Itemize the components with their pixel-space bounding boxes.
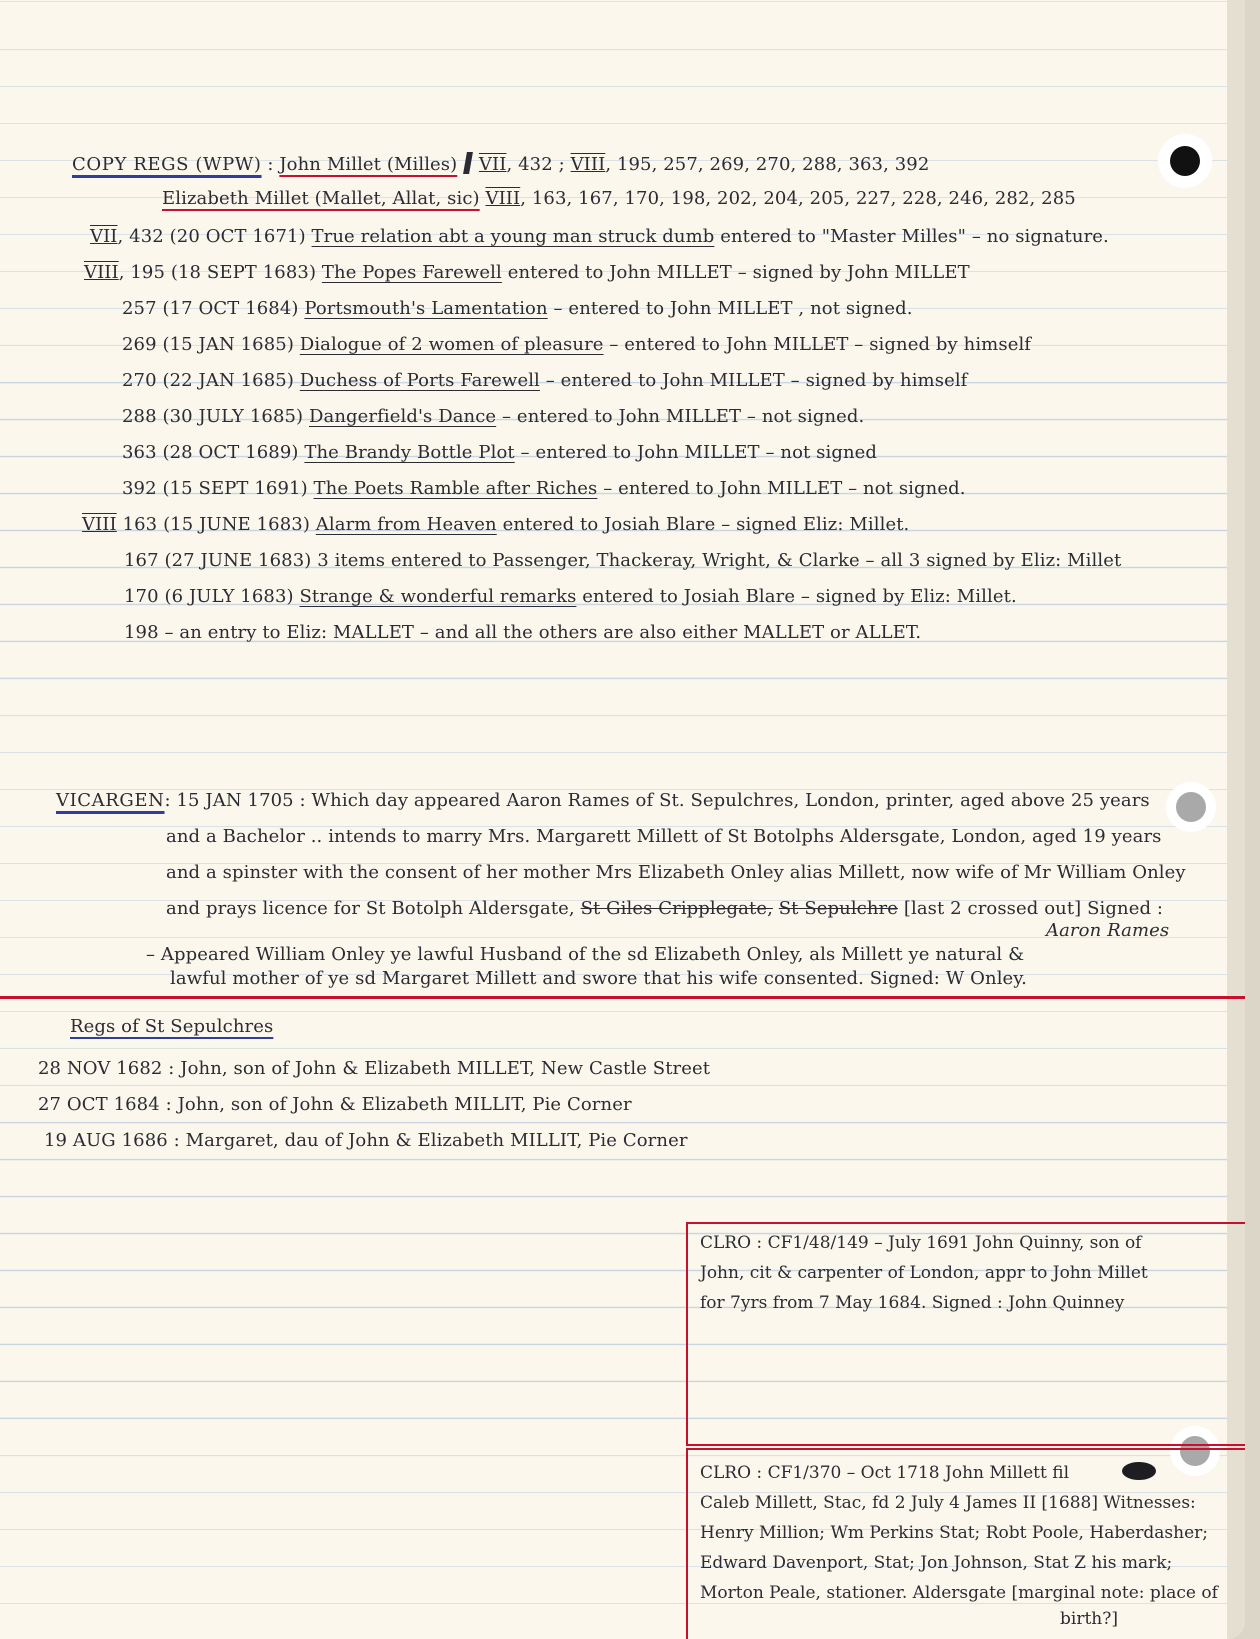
entry-title: The Brandy Bottle Plot	[304, 442, 515, 463]
entry-page: 170	[124, 586, 159, 607]
entry-page: 363	[122, 442, 157, 463]
clro1-line-3: for 7yrs from 7 May 1684. Signed : John Quinney	[700, 1293, 1125, 1313]
clro1-line-1: CLRO : CF1/48/149 – July 1691 John Quinny, son of	[700, 1233, 1142, 1253]
clro2-line-6: birth?]	[1060, 1609, 1118, 1629]
regs-heading	[70, 1016, 273, 1038]
entry-note: – entered to John MILLET , not signed.	[553, 298, 913, 319]
entry-page: 257	[122, 298, 157, 319]
regs-row	[38, 1058, 710, 1080]
entry-row	[122, 370, 967, 392]
john-millet-label: John Millet (Milles)	[279, 154, 458, 175]
vicargen-struck-parish-1: St Giles Cripplegate,	[580, 898, 773, 919]
entry-page: 270	[122, 370, 157, 391]
entry-row	[122, 478, 966, 500]
entry-page: 163	[122, 514, 158, 535]
vicargen-struck-parish-2: St Sepulchre	[778, 898, 899, 919]
entry-page: 167	[124, 550, 159, 571]
entry-page: 392	[122, 478, 157, 499]
clro2-line-2: Caleb Millett, Stac, fd 2 July 4 James II [1688] Witnesses:	[700, 1493, 1196, 1513]
john-refs-vol-viii: VIII	[570, 154, 606, 175]
copy-regs-line-john	[72, 152, 929, 176]
vicargen-line-4	[166, 898, 1163, 920]
clro2-line-3: Henry Million; Wm Perkins Stat; Robt Poole, Haberdasher;	[700, 1523, 1208, 1543]
clro-box-apprenticeship	[686, 1222, 1245, 1446]
regs-date: 19 AUG 1686 :	[44, 1130, 180, 1151]
entry-row	[124, 586, 1017, 608]
vicargen-line-6: lawful mother of ye sd Margaret Millett and swore that his wife consented. Signed: W Onley.	[170, 968, 1027, 989]
entry-date: (28 OCT 1689)	[162, 442, 299, 463]
entry-row	[122, 442, 877, 464]
eliz-refs-vol-viii: VIII	[485, 188, 521, 209]
entry-title: Duchess of Ports Farewell	[299, 370, 540, 391]
vicargen-heading: VICARGEN	[56, 790, 165, 811]
entry-date: (20 OCT 1671)	[169, 226, 306, 247]
entry-date: (17 OCT 1684)	[162, 298, 299, 319]
regs-date: 27 OCT 1684 :	[38, 1094, 172, 1115]
ink-blot	[1122, 1462, 1156, 1480]
entry-volume: VIII	[84, 262, 119, 283]
entry-page: 269	[122, 334, 157, 355]
john-refs-vol-vii: VII	[478, 154, 507, 175]
entry-date: (15 JAN 1685)	[162, 334, 294, 355]
regs-date: 28 NOV 1682 :	[38, 1058, 175, 1079]
entry-row	[84, 262, 970, 284]
clro2-line-4: Edward Davenport, Stat; Jon Johnson, Stat Z his mark;	[700, 1553, 1173, 1573]
regs-heading-text: Regs of St Sepulchres	[70, 1016, 274, 1037]
entry-note: – an entry to Eliz: MALLET – and all the others are also either MALLET or ALLET.	[164, 622, 922, 643]
vicargen-text-4a: and prays licence for St Botolph Aldersgate,	[166, 898, 575, 919]
entry-date: (18 SEPT 1683)	[170, 262, 317, 283]
vicargen-line-3: and a spinster with the consent of her mother Mrs Elizabeth Onley alias Millett, now wife of Mr William Onley	[166, 862, 1186, 883]
entry-note: – entered to John MILLET – not signed.	[502, 406, 865, 427]
vicargen-text-1: Which day appeared Aaron Rames of St. Sepulchres, London, printer, aged above 25 years	[311, 790, 1150, 811]
entry-page: 198	[124, 622, 159, 643]
entry-title: True relation abt a young man struck dumb	[311, 226, 715, 247]
vicargen-line-5: – Appeared William Onley ye lawful Husband of the sd Elizabeth Onley, als Millett ye natural &	[146, 944, 1025, 965]
entry-date: (27 JUNE 1683)	[164, 550, 312, 571]
punch-hole-middle	[1176, 792, 1206, 822]
entry-note: entered to "Master Milles" – no signature.	[720, 226, 1109, 247]
entry-row	[122, 334, 1031, 356]
entry-row	[122, 406, 864, 428]
entry-date: (30 JULY 1685)	[162, 406, 304, 427]
entry-note: – entered to John MILLET – signed by himself	[609, 334, 1032, 355]
entry-row	[82, 514, 909, 536]
regs-text: Margaret, dau of John & Elizabeth MILLIT, Pie Corner	[185, 1130, 688, 1151]
entry-row	[124, 622, 921, 644]
entry-page: , 195	[118, 262, 166, 283]
entry-row	[90, 226, 1109, 248]
entry-note: entered to Josiah Blare – signed by Eliz: Millet.	[582, 586, 1017, 607]
entry-title: The Poets Ramble after Riches	[313, 478, 598, 499]
entry-note: entered to John MILLET – signed by John MILLET	[507, 262, 970, 283]
regs-text: John, son of John & Elizabeth MILLET, New Castle Street	[180, 1058, 711, 1079]
entry-note: – entered to John MILLET – signed by himself	[545, 370, 968, 391]
entry-title: The Popes Farewell	[321, 262, 502, 283]
clro1-line-2: John, cit & carpenter of London, appr to John Millet	[700, 1263, 1148, 1283]
entry-title: Portsmouth's Lamentation	[304, 298, 548, 319]
vicargen-date: : 15 JAN 1705 :	[164, 790, 306, 811]
punch-hole-top	[1170, 146, 1200, 176]
copy-regs-heading: COPY REGS (WPW)	[72, 154, 262, 175]
regs-row	[44, 1130, 688, 1152]
entry-date: (22 JAN 1685)	[162, 370, 294, 391]
ink-bar-mark	[463, 152, 473, 174]
copy-regs-colon: :	[267, 154, 274, 175]
regs-row	[38, 1094, 632, 1116]
copy-regs-line-elizabeth	[162, 188, 1076, 210]
john-refs-viii-pages: , 195, 257, 269, 270, 288, 363, 392	[605, 154, 930, 175]
entry-date: (6 JULY 1683)	[164, 586, 294, 607]
vicargen-line-1	[56, 790, 1150, 812]
entry-row	[124, 550, 1121, 572]
entry-date: (15 SEPT 1691)	[162, 478, 308, 499]
regs-text: John, son of John & Elizabeth MILLIT, Pie Corner	[177, 1094, 632, 1115]
entry-title: Alarm from Heaven	[315, 514, 497, 535]
entry-title: Dialogue of 2 women of pleasure	[299, 334, 604, 355]
vicargen-signature: Aaron Rames	[1046, 920, 1170, 941]
entry-note: entered to Josiah Blare – signed Eliz: Millet.	[502, 514, 910, 535]
elizabeth-millet-label: Elizabeth Millet (Mallet, Allat, sic)	[162, 188, 480, 209]
vicargen-text-4b: [last 2 crossed out] Signed :	[903, 898, 1164, 919]
entry-note: – entered to John MILLET – not signed.	[603, 478, 966, 499]
entry-page: 288	[122, 406, 157, 427]
entry-note: – entered to John MILLET – not signed	[520, 442, 878, 463]
clro2-line-5: Morton Peale, stationer. Aldersgate [marginal note: place of	[700, 1583, 1218, 1603]
entry-page: , 432	[117, 226, 164, 247]
entry-volume: VII	[90, 226, 118, 247]
clro2-line-1: CLRO : CF1/370 – Oct 1718 John Millett fil	[700, 1463, 1070, 1483]
red-divider-rule	[0, 996, 1245, 999]
entry-note: 3 items entered to Passenger, Thackeray, Wright, & Clarke – all 3 signed by Eliz: Millet	[317, 550, 1122, 571]
entry-date: (15 JUNE 1683)	[163, 514, 310, 535]
entry-title: Strange & wonderful remarks	[299, 586, 577, 607]
entry-row	[122, 298, 913, 320]
entry-volume: VIII	[82, 514, 117, 535]
john-refs-vii-pages: , 432 ;	[506, 154, 565, 175]
eliz-refs-viii-pages: , 163, 167, 170, 198, 202, 204, 205, 227, 228, 246, 282, 285	[520, 188, 1076, 209]
vicargen-line-2: and a Bachelor .. intends to marry Mrs. Margarett Millett of St Botolphs Aldersgate, London, aged 19 years	[166, 826, 1162, 847]
entry-title: Dangerfield's Dance	[309, 406, 497, 427]
